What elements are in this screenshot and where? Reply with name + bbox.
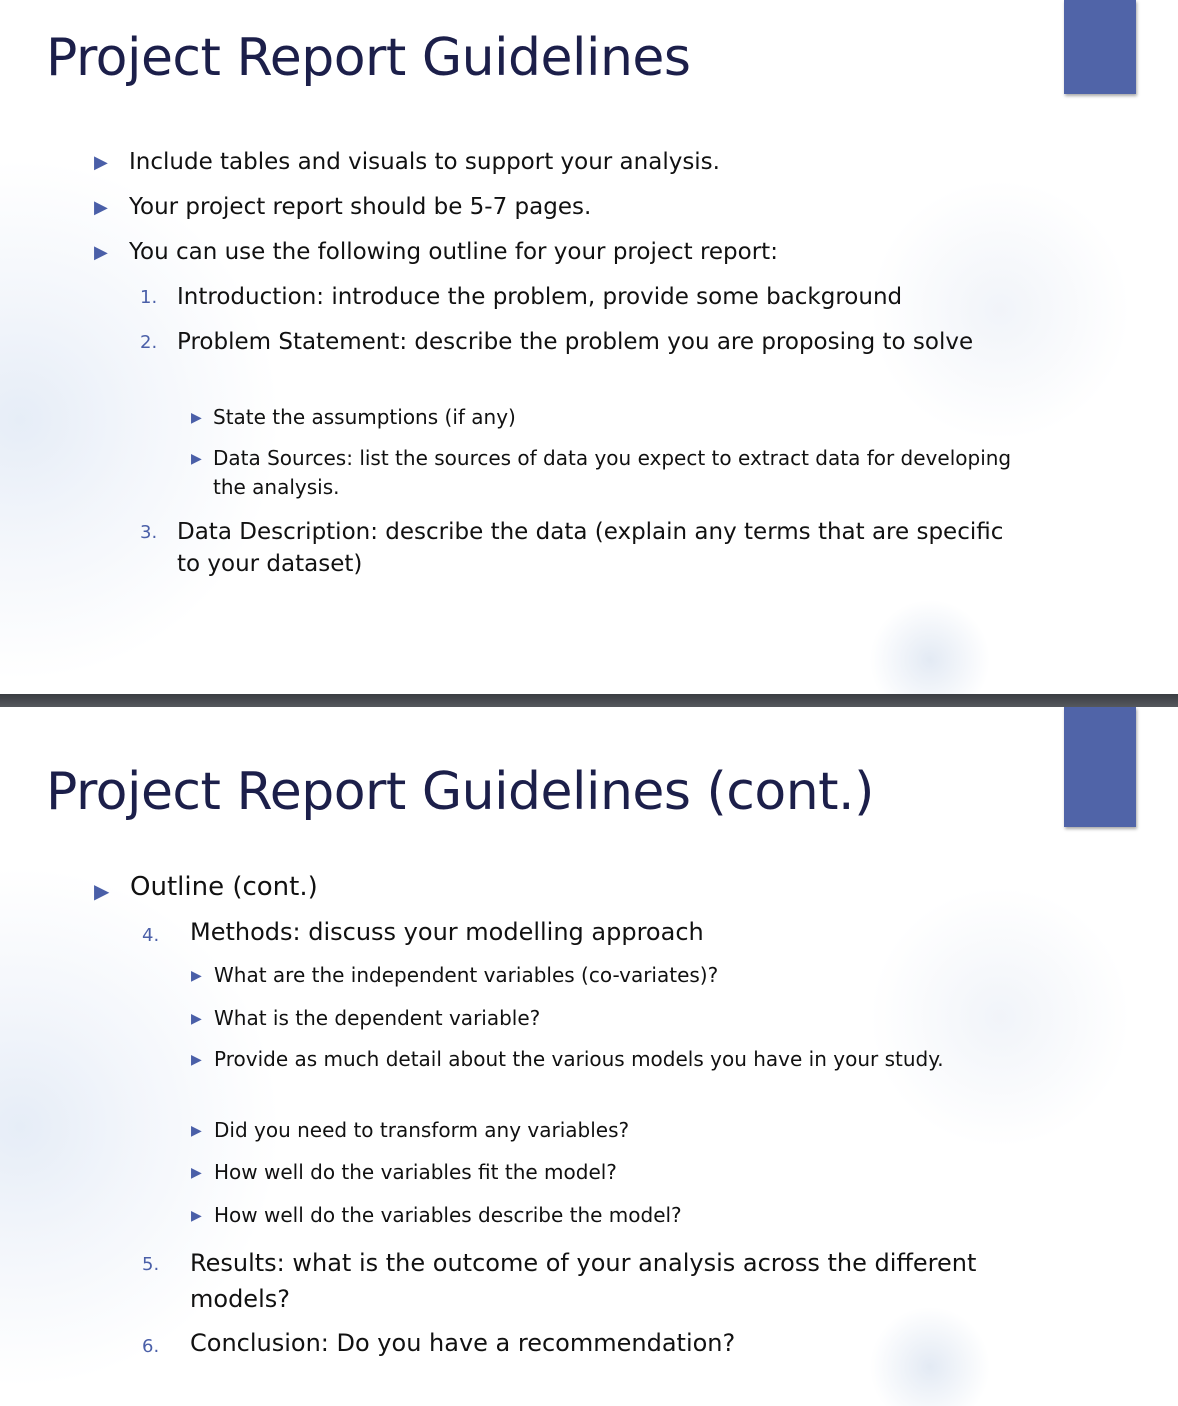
slide-separator — [0, 694, 1178, 707]
sub-bullet-icon: ▶ — [191, 410, 202, 426]
bullet-triangle-icon: ▶ — [94, 879, 110, 903]
slide-2 — [0, 707, 1178, 1406]
sub-item: What is the dependent variable? — [214, 1006, 541, 1030]
outline-item: Results: what is the outcome of your analysis across the different models? — [190, 1249, 977, 1313]
sub-item: Provide as much detail about the various models you have in your study. — [214, 1047, 944, 1071]
accent-tab — [1064, 707, 1136, 827]
bullet-item: Outline (cont.) — [130, 872, 318, 902]
slide-title: Project Report Guidelines — [46, 28, 691, 88]
sub-bullet-icon: ▶ — [191, 451, 202, 467]
sub-item: State the assumptions (if any) — [213, 405, 516, 429]
outline-item: Problem Statement: describe the problem you are proposing to solve — [177, 329, 974, 355]
bullet-triangle-icon: ▶ — [94, 197, 108, 218]
outline-item: Data Description: describe the data (explain any terms that are specific to your dataset) — [177, 519, 1004, 577]
accent-tab — [1064, 0, 1136, 94]
outline-item: Methods: discuss your modelling approach — [190, 918, 704, 946]
bullet-item: You can use the following outline for your project report: — [129, 239, 778, 265]
sub-bullet-icon: ▶ — [191, 1123, 202, 1139]
sub-bullet-icon: ▶ — [191, 1011, 202, 1027]
list-number: 2. — [140, 332, 158, 353]
slide-title: Project Report Guidelines (cont.) — [46, 762, 874, 822]
slide-1 — [0, 0, 1178, 694]
bullet-triangle-icon: ▶ — [94, 242, 108, 263]
sub-item: How well do the variables describe the model? — [214, 1203, 682, 1227]
bullet-item: Your project report should be 5-7 pages. — [129, 194, 592, 220]
list-number: 5. — [142, 1254, 160, 1275]
sub-bullet-icon: ▶ — [191, 1165, 202, 1181]
bullet-item: Include tables and visuals to support your analysis. — [129, 149, 720, 175]
list-number: 4. — [142, 925, 160, 946]
outline-item: Introduction: introduce the problem, provide some background — [177, 284, 903, 310]
sub-bullet-icon: ▶ — [191, 1052, 202, 1068]
bullet-triangle-icon: ▶ — [94, 152, 108, 173]
sub-item: How well do the variables fit the model? — [214, 1160, 617, 1184]
sub-item: Data Sources: list the sources of data you expect to extract data for developing the analysis. — [213, 446, 1012, 499]
list-number: 3. — [140, 522, 158, 543]
sub-bullet-icon: ▶ — [191, 1208, 202, 1224]
sub-item: What are the independent variables (co-variates)? — [214, 963, 719, 987]
sub-item: Did you need to transform any variables? — [214, 1118, 630, 1142]
list-number: 1. — [140, 287, 158, 308]
list-number: 6. — [142, 1336, 160, 1357]
sub-bullet-icon: ▶ — [191, 968, 202, 984]
outline-item: Conclusion: Do you have a recommendation? — [190, 1329, 736, 1357]
